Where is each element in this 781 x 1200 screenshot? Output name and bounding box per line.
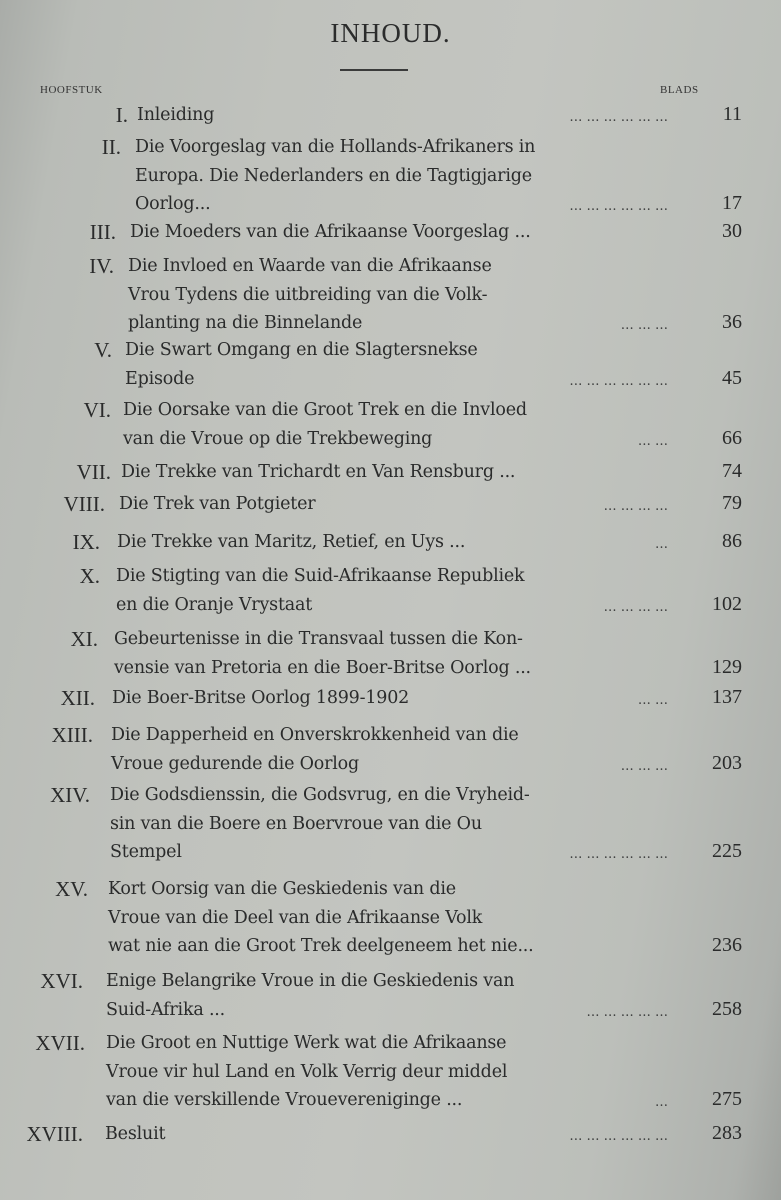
chapter-number: X. — [79, 564, 100, 588]
leader-dots: … … — [637, 693, 668, 708]
chapter-number: IV. — [89, 254, 114, 278]
leader-dots: … … — [637, 433, 668, 449]
chapter-title-line: Die Invloed en Waarde van die Afrikaanse — [128, 256, 492, 276]
chapter-number: III. — [89, 220, 116, 244]
chapter-title-line: Europa. Die Nederlanders en die Tagtigjarige — [135, 165, 532, 186]
page-number: 79 — [722, 492, 742, 514]
chapter-number: XIII. — [51, 723, 93, 747]
chapter-number: XIV. — [50, 783, 90, 807]
chapter-title-line: Gebeurtenisse in die Transvaal tussen die Kon- — [114, 629, 523, 649]
page-number: 74 — [722, 460, 742, 482]
leader-dots: … … … … … … — [569, 110, 668, 125]
chapter-title-line: van die verskillende Vrouevereniginge ... — [106, 1090, 463, 1110]
chapter-number: XVII. — [35, 1031, 85, 1055]
chapter-title-line: planting na die Binnelande — [128, 313, 363, 333]
page-number: 137 — [712, 686, 742, 708]
chapter-title-line: Die Trekke van Maritz, Retief, en Uys ... — [117, 532, 466, 552]
leader-dots: … … … … … … — [569, 847, 668, 862]
chapter-title-line: Die Swart Omgang en die Slagtersnekse — [125, 340, 478, 360]
column-header-page: BLADS — [660, 84, 699, 96]
leader-dots: … … … … — [603, 499, 668, 514]
chapter-number: IX. — [72, 530, 100, 554]
chapter-title-line: Vroue van die Deel van die Afrikaanse Volk — [108, 907, 483, 928]
page-number: 11 — [722, 103, 742, 125]
chapter-title-line: Die Boer-Britse Oorlog 1899-1902 — [112, 688, 410, 708]
chapter-title-line: Die Stigting van die Suid-Afrikaanse Republiek — [116, 566, 525, 586]
chapter-number: II. — [101, 135, 121, 159]
chapter-title-line: Inleiding — [137, 105, 215, 125]
chapter-title-line: Vrou Tydens die uitbreiding van die Volk- — [128, 284, 488, 305]
chapter-number: XVIII. — [26, 1122, 83, 1146]
leader-dots: … — [655, 537, 668, 552]
chapter-number: V. — [94, 338, 112, 362]
page-number: 236 — [712, 934, 742, 956]
page-number: 203 — [712, 751, 742, 774]
chapter-title-line: Die Godsdienssin, die Godsvrug, en die Vryheid- — [110, 785, 530, 805]
page-title: INHOUD. — [330, 18, 451, 48]
chapter-title-line: Oorlog... — [135, 194, 211, 214]
chapter-title-line: Stempel — [110, 842, 182, 862]
chapter-title-line: sin van die Boere en Boervroue van die Ou — [110, 813, 482, 834]
page-number: 258 — [712, 997, 742, 1020]
chapter-title-line: Kort Oorsig van die Geskiedenis van die — [108, 879, 456, 899]
chapter-title-line: Die Oorsake van die Groot Trek en die Invloed — [123, 400, 527, 420]
page-number: 17 — [722, 192, 742, 214]
leader-dots: … … … … … … — [569, 373, 668, 389]
chapter-number: VIII. — [63, 492, 105, 516]
chapter-title-line: Die Dapperheid en Onverskrokkenheid van die — [111, 725, 519, 745]
chapter-title-line: Suid-Afrika ... — [106, 999, 226, 1020]
chapter-number: XVI. — [40, 969, 83, 993]
chapter-number: XV. — [55, 877, 88, 901]
chapter-title-line: Enige Belangrike Vroue in die Geskiedenis van — [106, 971, 515, 991]
chapter-number: XI. — [70, 627, 98, 651]
page-number: 30 — [722, 220, 742, 242]
page-number: 283 — [712, 1122, 742, 1144]
chapter-title-line: Die Groot en Nuttige Werk wat die Afrikaanse — [106, 1033, 507, 1053]
chapter-title-line: van die Vroue op die Trekbeweging — [123, 428, 433, 449]
page-number: 66 — [722, 426, 742, 449]
page-number: 102 — [712, 592, 742, 615]
chapter-title-line: Die Trekke van Trichardt en Van Rensburg ... — [121, 462, 516, 482]
chapter-number: I. — [115, 103, 128, 127]
page-number: 225 — [712, 840, 742, 862]
chapter-title-line: Besluit — [105, 1124, 166, 1144]
chapter-number: VII. — [76, 460, 111, 484]
leader-dots: … … … … — [603, 599, 668, 615]
leader-dots: … … … … … … — [569, 1129, 668, 1144]
leader-dots: … … … — [620, 318, 668, 333]
column-header-chapter: HOOFSTUK — [40, 84, 103, 96]
leader-dots: … — [655, 1095, 668, 1110]
page-number: 129 — [712, 655, 742, 678]
chapter-title-line: Vroue gedurende die Oorlog — [111, 753, 359, 774]
chapter-title-line: wat nie aan die Groot Trek deelgeneem het nie... — [108, 936, 534, 956]
page-number: 86 — [722, 530, 742, 552]
chapter-title-line: Vroue vir hul Land en Volk Verrig deur middel — [106, 1061, 508, 1082]
chapter-title-line: Die Voorgeslag van die Hollands-Afrikaners in — [135, 137, 536, 157]
page-number: 36 — [722, 311, 742, 333]
page-number: 275 — [712, 1088, 742, 1110]
chapter-number: VI. — [83, 398, 111, 422]
chapter-title-line: vensie van Pretoria en die Boer-Britse Oorlog ... — [114, 657, 531, 678]
chapter-title-line: en die Oranje Vrystaat — [116, 594, 313, 615]
chapter-title-line: Die Trek van Potgieter — [119, 494, 316, 514]
chapter-title-line: Die Moeders van die Afrikaanse Voorgeslag ... — [130, 222, 531, 242]
chapter-number: XII. — [60, 686, 95, 710]
title-rule — [340, 69, 408, 71]
page-number: 45 — [722, 366, 742, 389]
leader-dots: … … … … … — [586, 1004, 668, 1020]
leader-dots: … … … … … … — [569, 199, 668, 214]
chapter-title-line: Episode — [125, 368, 195, 389]
leader-dots: … … … — [620, 758, 668, 774]
